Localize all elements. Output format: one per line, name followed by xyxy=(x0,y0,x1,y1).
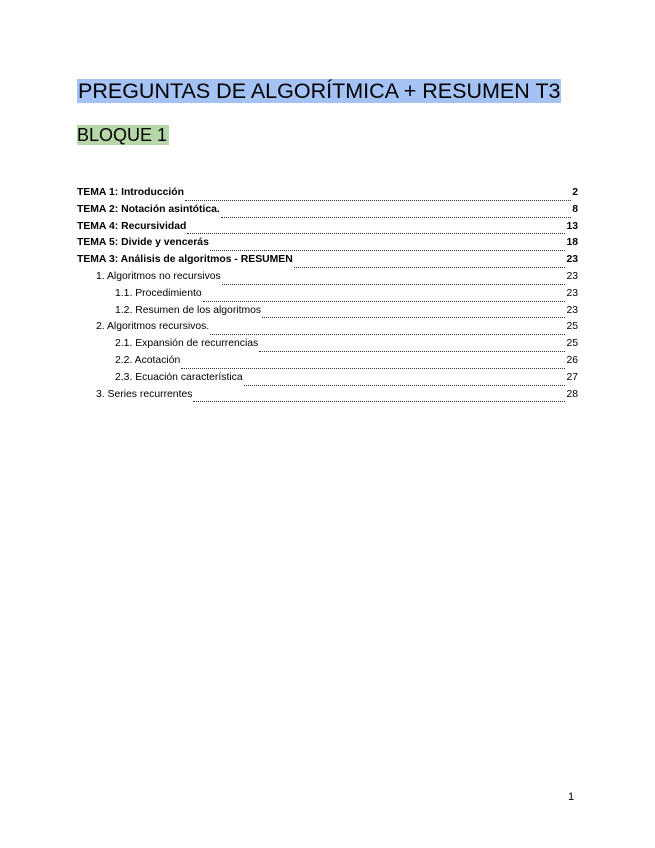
toc-entry-label: TEMA 5: Divide y vencerás xyxy=(77,237,209,249)
toc-entry-page: 25 xyxy=(566,338,578,350)
toc-entry-label: 1. Algoritmos no recursivos xyxy=(96,270,221,282)
toc-entry-page: 8 xyxy=(572,203,578,215)
toc-dot-leader xyxy=(193,401,565,402)
toc-entry-page: 26 xyxy=(566,354,578,366)
toc-entry-page: 23 xyxy=(566,304,578,316)
toc-entry[interactable] xyxy=(77,305,578,322)
document-title xyxy=(77,78,561,105)
toc-entry-page: 23 xyxy=(566,254,578,266)
section-heading xyxy=(77,124,169,147)
toc-entry-label: 2.2. Acotación xyxy=(115,354,181,366)
toc-entry-label: TEMA 3: Análisis de algoritmos - RESUMEN xyxy=(77,254,293,266)
toc-dot-leader xyxy=(181,368,565,369)
toc-entry-page: 18 xyxy=(566,237,578,249)
toc-dot-leader xyxy=(262,317,565,318)
toc-entry[interactable] xyxy=(77,271,578,288)
document-title-text: PREGUNTAS DE ALGORÍTMICA + RESUMEN T3 xyxy=(78,79,561,103)
section-heading-text: BLOQUE 1 xyxy=(77,125,168,145)
toc-dot-leader xyxy=(244,385,566,386)
toc-dot-leader xyxy=(294,267,566,268)
toc-dot-leader xyxy=(222,284,566,285)
toc-entry-label: TEMA 1: Introducción xyxy=(77,187,184,198)
toc-entry-page: 28 xyxy=(566,388,578,400)
table-of-contents xyxy=(77,187,578,405)
toc-entry-page: 13 xyxy=(566,220,578,232)
toc-entry[interactable] xyxy=(77,204,578,221)
toc-entry-label: 2.1. Expansión de recurrencias xyxy=(115,338,259,350)
toc-entry[interactable] xyxy=(77,321,578,338)
toc-dot-leader xyxy=(185,200,571,201)
toc-entry-page: 25 xyxy=(566,321,578,333)
toc-dot-leader xyxy=(210,250,566,251)
toc-entry-label: 2. Algoritmos recursivos. xyxy=(96,321,210,333)
toc-entry-label: TEMA 4: Recursividad xyxy=(77,220,187,232)
toc-dot-leader xyxy=(187,233,565,234)
toc-entry[interactable] xyxy=(77,221,578,238)
toc-entry[interactable] xyxy=(77,187,578,204)
toc-entry-page: 2 xyxy=(572,187,578,198)
toc-entry[interactable] xyxy=(77,389,578,406)
toc-entry-page: 23 xyxy=(566,270,578,282)
toc-entry-label: TEMA 2: Notación asintótica. xyxy=(77,203,220,215)
toc-entry-label: 3. Series recurrentes xyxy=(96,388,193,400)
toc-entry[interactable] xyxy=(77,237,578,254)
toc-entry[interactable] xyxy=(77,355,578,372)
toc-entry-page: 23 xyxy=(566,287,578,299)
toc-entry[interactable] xyxy=(77,372,578,389)
toc-entry[interactable] xyxy=(77,254,578,271)
toc-dot-leader xyxy=(259,351,565,352)
toc-entry-label: 1.2. Resumen de los algoritmos xyxy=(115,304,262,316)
toc-dot-leader xyxy=(203,301,566,302)
toc-entry[interactable] xyxy=(77,288,578,305)
toc-entry-label: 2.3. Ecuación característica xyxy=(115,371,243,383)
toc-dot-leader xyxy=(210,334,565,335)
toc-dot-leader xyxy=(221,217,571,218)
toc-entry-page: 27 xyxy=(566,371,578,383)
page-number: 1 xyxy=(568,791,575,803)
toc-entry-label: 1.1. Procedimiento xyxy=(115,287,202,299)
toc-entry[interactable] xyxy=(77,338,578,355)
